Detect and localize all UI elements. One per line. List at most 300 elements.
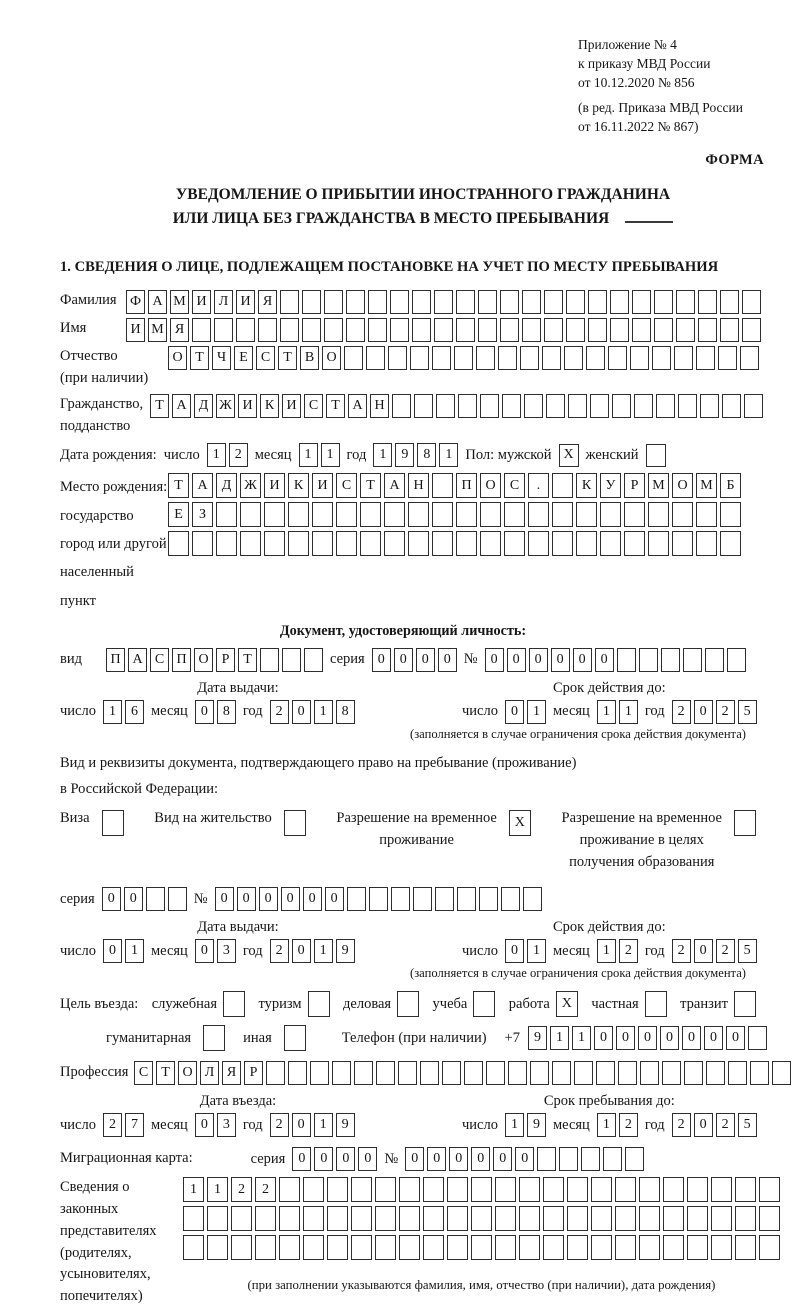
doc-kind-cell[interactable] [282,648,301,672]
profession-cell[interactable] [420,1061,439,1085]
citizenship-cell[interactable]: А [348,394,367,418]
issue-day-cell[interactable]: 0 [103,939,122,963]
representatives-cell[interactable] [375,1177,396,1202]
firstname-cell[interactable] [192,318,211,342]
birth-place-cell[interactable] [672,502,693,527]
representatives-cell[interactable]: 1 [183,1177,204,1202]
visa-checkbox[interactable] [102,810,124,836]
representatives-cell[interactable] [711,1235,732,1260]
surname-cell[interactable] [654,290,673,314]
citizenship-cell[interactable] [546,394,565,418]
migration-number-cell[interactable] [581,1147,600,1171]
patronymic-cell[interactable] [740,346,759,370]
birth-place-cell[interactable] [528,531,549,556]
birth-place-cell[interactable] [312,502,333,527]
patronymic-cell[interactable] [476,346,495,370]
representatives-cell[interactable] [519,1177,540,1202]
profession-cell[interactable] [442,1061,461,1085]
profession-cell[interactable] [684,1061,703,1085]
representatives-cell[interactable] [615,1177,636,1202]
doc-kind-cell[interactable]: С [150,648,169,672]
citizenship-cell[interactable] [700,394,719,418]
birth-place-cell[interactable] [264,502,285,527]
representatives-cell[interactable] [183,1235,204,1260]
birth-place-cell[interactable] [264,531,285,556]
birth-place-cell[interactable]: Н [408,473,429,498]
humanitarian-checkbox[interactable] [203,1025,225,1051]
firstname-cell[interactable] [390,318,409,342]
surname-cell[interactable] [720,290,739,314]
birth-place-cell[interactable] [336,531,357,556]
birth-year-cell[interactable]: 1 [373,443,392,467]
doc-number-cell[interactable]: 0 [485,648,504,672]
representatives-cell[interactable] [639,1235,660,1260]
issue-year-cell[interactable]: 1 [314,700,333,724]
migration-number-cell[interactable]: 0 [405,1147,424,1171]
patronymic-cell[interactable] [608,346,627,370]
migration-number-cell[interactable] [537,1147,556,1171]
phone-cell[interactable]: 0 [638,1026,657,1050]
birth-place-cell[interactable]: Т [360,473,381,498]
profession-cell[interactable] [486,1061,505,1085]
doc-kind-cell[interactable] [260,648,279,672]
representatives-cell[interactable] [255,1235,276,1260]
doc-kind-cell[interactable] [304,648,323,672]
surname-cell[interactable] [698,290,717,314]
profession-cell[interactable] [618,1061,637,1085]
issue-day-cell[interactable]: 6 [125,700,144,724]
residence-series-cell[interactable]: 0 [124,887,143,911]
birth-place-cell[interactable] [480,531,501,556]
birth-place-cell[interactable] [192,531,213,556]
patronymic-cell[interactable] [410,346,429,370]
surname-cell[interactable] [346,290,365,314]
migration-number-cell[interactable]: 0 [427,1147,446,1171]
representatives-cell[interactable] [495,1235,516,1260]
patronymic-cell[interactable]: В [300,346,319,370]
profession-cell[interactable] [640,1061,659,1085]
citizenship-cell[interactable] [568,394,587,418]
entry-day-cell[interactable]: 2 [103,1113,122,1137]
profession-cell[interactable] [376,1061,395,1085]
representatives-cell[interactable] [495,1177,516,1202]
birth-day-cell[interactable]: 1 [207,443,226,467]
entry-year-cell[interactable]: 9 [336,1113,355,1137]
issue-year-cell[interactable]: 2 [270,939,289,963]
firstname-cell[interactable] [654,318,673,342]
surname-cell[interactable] [676,290,695,314]
doc-number-cell[interactable] [639,648,658,672]
birth-place-cell[interactable] [552,473,573,498]
expiry-year-cell[interactable]: 2 [716,939,735,963]
migration-series-cell[interactable]: 0 [336,1147,355,1171]
migration-number-cell[interactable]: 0 [449,1147,468,1171]
migration-number-cell[interactable]: 0 [493,1147,512,1171]
birth-place-cell[interactable] [360,531,381,556]
profession-cell[interactable] [508,1061,527,1085]
firstname-cell[interactable] [742,318,761,342]
stay-year-cell[interactable]: 2 [716,1113,735,1137]
birth-place-cell[interactable] [648,502,669,527]
doc-kind-cell[interactable]: П [106,648,125,672]
representatives-cell[interactable] [447,1177,468,1202]
birth-place-cell[interactable] [456,531,477,556]
doc-number-cell[interactable] [705,648,724,672]
expiry-year-cell[interactable]: 0 [694,939,713,963]
birth-place-cell[interactable] [384,531,405,556]
citizenship-cell[interactable]: С [304,394,323,418]
issue-month-cell[interactable]: 0 [195,939,214,963]
representatives-cell[interactable] [687,1206,708,1231]
expiry-year-cell[interactable]: 0 [694,700,713,724]
birth-place-cell[interactable] [456,502,477,527]
surname-cell[interactable] [522,290,541,314]
birth-place-cell[interactable]: С [504,473,525,498]
patronymic-cell[interactable]: Ч [212,346,231,370]
residence-number-cell[interactable]: 0 [281,887,300,911]
residence-number-cell[interactable] [435,887,454,911]
birth-place-cell[interactable]: О [480,473,501,498]
expiry-day-cell[interactable]: 0 [505,939,524,963]
patronymic-cell[interactable] [498,346,517,370]
profession-cell[interactable] [266,1061,285,1085]
birth-place-cell[interactable] [432,531,453,556]
patronymic-cell[interactable] [630,346,649,370]
issue-year-cell[interactable]: 9 [336,939,355,963]
representatives-cell[interactable]: 2 [231,1177,252,1202]
entry-day-cell[interactable]: 7 [125,1113,144,1137]
representatives-cell[interactable] [423,1177,444,1202]
birth-place-cell[interactable] [240,531,261,556]
profession-cell[interactable]: Я [222,1061,241,1085]
birth-place-cell[interactable] [600,502,621,527]
firstname-cell[interactable] [302,318,321,342]
entry-year-cell[interactable]: 2 [270,1113,289,1137]
representatives-cell[interactable] [279,1177,300,1202]
surname-cell[interactable] [742,290,761,314]
profession-cell[interactable]: Л [200,1061,219,1085]
birth-place-cell[interactable] [384,502,405,527]
birth-year-cell[interactable]: 1 [439,443,458,467]
representatives-cell[interactable] [759,1177,780,1202]
residence-series-cell[interactable]: 0 [102,887,121,911]
citizenship-cell[interactable] [524,394,543,418]
citizenship-cell[interactable] [612,394,631,418]
expiry-year-cell[interactable]: 2 [672,939,691,963]
patronymic-cell[interactable] [454,346,473,370]
surname-cell[interactable]: А [148,290,167,314]
doc-number-cell[interactable] [683,648,702,672]
profession-cell[interactable] [332,1061,351,1085]
doc-series-cell[interactable]: 0 [438,648,457,672]
citizenship-cell[interactable]: И [282,394,301,418]
representatives-cell[interactable] [471,1177,492,1202]
birth-place-cell[interactable] [624,531,645,556]
patronymic-cell[interactable]: Т [190,346,209,370]
birth-year-cell[interactable]: 8 [417,443,436,467]
surname-cell[interactable]: Л [214,290,233,314]
expiry-day-cell[interactable]: 1 [527,700,546,724]
birth-place-cell[interactable] [480,502,501,527]
patronymic-cell[interactable] [696,346,715,370]
firstname-cell[interactable] [236,318,255,342]
citizenship-cell[interactable] [590,394,609,418]
doc-number-cell[interactable]: 0 [595,648,614,672]
patronymic-cell[interactable]: О [168,346,187,370]
representatives-cell[interactable] [735,1177,756,1202]
doc-kind-cell[interactable]: Р [216,648,235,672]
migration-number-cell[interactable]: 0 [515,1147,534,1171]
residence-number-cell[interactable] [457,887,476,911]
surname-cell[interactable]: Я [258,290,277,314]
profession-cell[interactable] [288,1061,307,1085]
phone-cell[interactable]: 0 [682,1026,701,1050]
patronymic-cell[interactable]: С [256,346,275,370]
expiry-day-cell[interactable]: 0 [505,700,524,724]
representatives-cell[interactable] [735,1206,756,1231]
birth-place-cell[interactable] [576,502,597,527]
phone-cell[interactable]: 0 [616,1026,635,1050]
patronymic-cell[interactable] [586,346,605,370]
stay-year-cell[interactable]: 2 [672,1113,691,1137]
doc-number-cell[interactable]: 0 [551,648,570,672]
representatives-cell[interactable] [231,1235,252,1260]
profession-cell[interactable] [574,1061,593,1085]
representatives-cell[interactable] [471,1235,492,1260]
representatives-cell[interactable] [351,1206,372,1231]
stay-day-cell[interactable]: 9 [527,1113,546,1137]
firstname-cell[interactable] [544,318,563,342]
birth-year-cell[interactable]: 9 [395,443,414,467]
representatives-cell[interactable] [279,1206,300,1231]
representatives-cell[interactable] [591,1206,612,1231]
surname-cell[interactable] [478,290,497,314]
surname-cell[interactable] [632,290,651,314]
female-checkbox[interactable] [646,444,666,467]
firstname-cell[interactable] [698,318,717,342]
firstname-cell[interactable] [434,318,453,342]
surname-cell[interactable] [324,290,343,314]
citizenship-cell[interactable] [678,394,697,418]
birth-place-cell[interactable] [360,502,381,527]
birth-place-cell[interactable] [696,531,717,556]
patronymic-cell[interactable] [564,346,583,370]
citizenship-cell[interactable] [722,394,741,418]
representatives-cell[interactable] [543,1235,564,1260]
birth-place-cell[interactable]: У [600,473,621,498]
surname-cell[interactable] [434,290,453,314]
migration-number-cell[interactable] [625,1147,644,1171]
doc-kind-cell[interactable]: Т [238,648,257,672]
profession-cell[interactable] [662,1061,681,1085]
profession-cell[interactable] [552,1061,571,1085]
representatives-cell[interactable]: 1 [207,1177,228,1202]
surname-cell[interactable] [390,290,409,314]
migration-number-cell[interactable]: 0 [471,1147,490,1171]
stay-year-cell[interactable]: 0 [694,1113,713,1137]
representatives-cell[interactable] [519,1206,540,1231]
expiry-month-cell[interactable]: 1 [597,700,616,724]
representatives-cell[interactable] [327,1235,348,1260]
firstname-cell[interactable] [324,318,343,342]
surname-cell[interactable] [302,290,321,314]
birth-place-cell[interactable]: М [648,473,669,498]
representatives-cell[interactable] [567,1235,588,1260]
representatives-cell[interactable] [567,1177,588,1202]
issue-day-cell[interactable]: 1 [125,939,144,963]
stay-year-cell[interactable]: 5 [738,1113,757,1137]
firstname-cell[interactable] [478,318,497,342]
birth-place-cell[interactable] [336,502,357,527]
representatives-cell[interactable] [399,1235,420,1260]
birth-place-cell[interactable]: А [384,473,405,498]
firstname-cell[interactable] [280,318,299,342]
patronymic-cell[interactable] [542,346,561,370]
profession-cell[interactable] [464,1061,483,1085]
profession-cell[interactable] [354,1061,373,1085]
expiry-month-cell[interactable]: 2 [619,939,638,963]
birth-place-cell[interactable]: . [528,473,549,498]
expiry-year-cell[interactable]: 2 [716,700,735,724]
birth-place-cell[interactable] [504,502,525,527]
birth-place-cell[interactable] [720,502,741,527]
residence-number-cell[interactable] [523,887,542,911]
firstname-cell[interactable]: И [126,318,145,342]
doc-kind-cell[interactable]: П [172,648,191,672]
birth-place-cell[interactable] [576,531,597,556]
patronymic-cell[interactable] [366,346,385,370]
phone-cell[interactable]: 0 [704,1026,723,1050]
migration-series-cell[interactable]: 0 [358,1147,377,1171]
citizenship-cell[interactable]: А [172,394,191,418]
surname-cell[interactable]: И [236,290,255,314]
birth-place-cell[interactable]: О [672,473,693,498]
doc-kind-cell[interactable]: А [128,648,147,672]
migration-series-cell[interactable]: 0 [314,1147,333,1171]
profession-cell[interactable] [728,1061,747,1085]
surname-cell[interactable] [566,290,585,314]
birth-place-cell[interactable]: З [192,502,213,527]
representatives-cell[interactable] [567,1206,588,1231]
citizenship-cell[interactable]: Т [326,394,345,418]
birth-place-cell[interactable] [696,502,717,527]
doc-number-cell[interactable] [661,648,680,672]
residence-number-cell[interactable]: 0 [237,887,256,911]
issue-month-cell[interactable]: 8 [217,700,236,724]
tourism-checkbox[interactable] [308,991,330,1017]
representatives-cell[interactable] [375,1206,396,1231]
representatives-cell[interactable] [543,1177,564,1202]
citizenship-cell[interactable]: Т [150,394,169,418]
surname-cell[interactable] [500,290,519,314]
citizenship-cell[interactable] [414,394,433,418]
firstname-cell[interactable] [368,318,387,342]
issue-month-cell[interactable]: 0 [195,700,214,724]
birth-place-cell[interactable] [528,502,549,527]
representatives-cell[interactable] [759,1235,780,1260]
doc-number-cell[interactable] [727,648,746,672]
residence-number-cell[interactable]: 0 [259,887,278,911]
firstname-cell[interactable] [258,318,277,342]
citizenship-cell[interactable]: Н [370,394,389,418]
representatives-cell[interactable] [639,1177,660,1202]
profession-cell[interactable] [530,1061,549,1085]
profession-cell[interactable] [596,1061,615,1085]
temp-permit-checkbox[interactable]: X [509,810,531,836]
business-checkbox[interactable] [223,991,245,1017]
stay-day-cell[interactable]: 1 [505,1113,524,1137]
surname-cell[interactable] [544,290,563,314]
representatives-cell[interactable] [615,1235,636,1260]
issue-year-cell[interactable]: 0 [292,939,311,963]
edu-permit-checkbox[interactable] [734,810,756,836]
birth-place-cell[interactable] [720,531,741,556]
phone-cell[interactable]: 1 [550,1026,569,1050]
representatives-cell[interactable] [447,1206,468,1231]
citizenship-cell[interactable] [744,394,763,418]
citizenship-cell[interactable] [634,394,653,418]
firstname-cell[interactable] [632,318,651,342]
representatives-cell[interactable] [327,1206,348,1231]
stay-month-cell[interactable]: 2 [619,1113,638,1137]
issue-day-cell[interactable]: 1 [103,700,122,724]
surname-cell[interactable] [588,290,607,314]
patronymic-cell[interactable] [344,346,363,370]
entry-year-cell[interactable]: 0 [292,1113,311,1137]
birth-place-cell[interactable]: К [576,473,597,498]
work-checkbox[interactable]: X [556,991,578,1017]
representatives-cell[interactable] [711,1206,732,1231]
surname-cell[interactable] [412,290,431,314]
birth-place-cell[interactable]: Д [216,473,237,498]
representatives-cell[interactable] [735,1235,756,1260]
surname-cell[interactable]: М [170,290,189,314]
profession-cell[interactable] [750,1061,769,1085]
surname-cell[interactable] [610,290,629,314]
residence-number-cell[interactable]: 0 [215,887,234,911]
birth-place-cell[interactable]: К [288,473,309,498]
birth-place-cell[interactable] [240,502,261,527]
representatives-cell[interactable]: 2 [255,1177,276,1202]
birth-place-cell[interactable] [552,502,573,527]
profession-cell[interactable] [706,1061,725,1085]
citizenship-cell[interactable] [436,394,455,418]
birth-place-cell[interactable] [600,531,621,556]
birth-place-cell[interactable]: И [264,473,285,498]
firstname-cell[interactable] [346,318,365,342]
firstname-cell[interactable] [412,318,431,342]
firstname-cell[interactable] [610,318,629,342]
birth-place-cell[interactable]: Т [168,473,189,498]
doc-series-cell[interactable]: 0 [372,648,391,672]
issue-year-cell[interactable]: 2 [270,700,289,724]
residence-number-cell[interactable]: 0 [325,887,344,911]
doc-number-cell[interactable]: 0 [529,648,548,672]
representatives-cell[interactable] [231,1206,252,1231]
citizenship-cell[interactable] [502,394,521,418]
firstname-cell[interactable] [500,318,519,342]
representatives-cell[interactable] [303,1235,324,1260]
birth-place-cell[interactable]: М [696,473,717,498]
birth-place-cell[interactable]: Е [168,502,189,527]
birth-month-cell[interactable]: 1 [321,443,340,467]
firstname-cell[interactable]: М [148,318,167,342]
birth-day-cell[interactable]: 2 [229,443,248,467]
residence-number-cell[interactable] [369,887,388,911]
representatives-cell[interactable] [183,1206,204,1231]
entry-year-cell[interactable]: 1 [314,1113,333,1137]
patronymic-cell[interactable] [388,346,407,370]
